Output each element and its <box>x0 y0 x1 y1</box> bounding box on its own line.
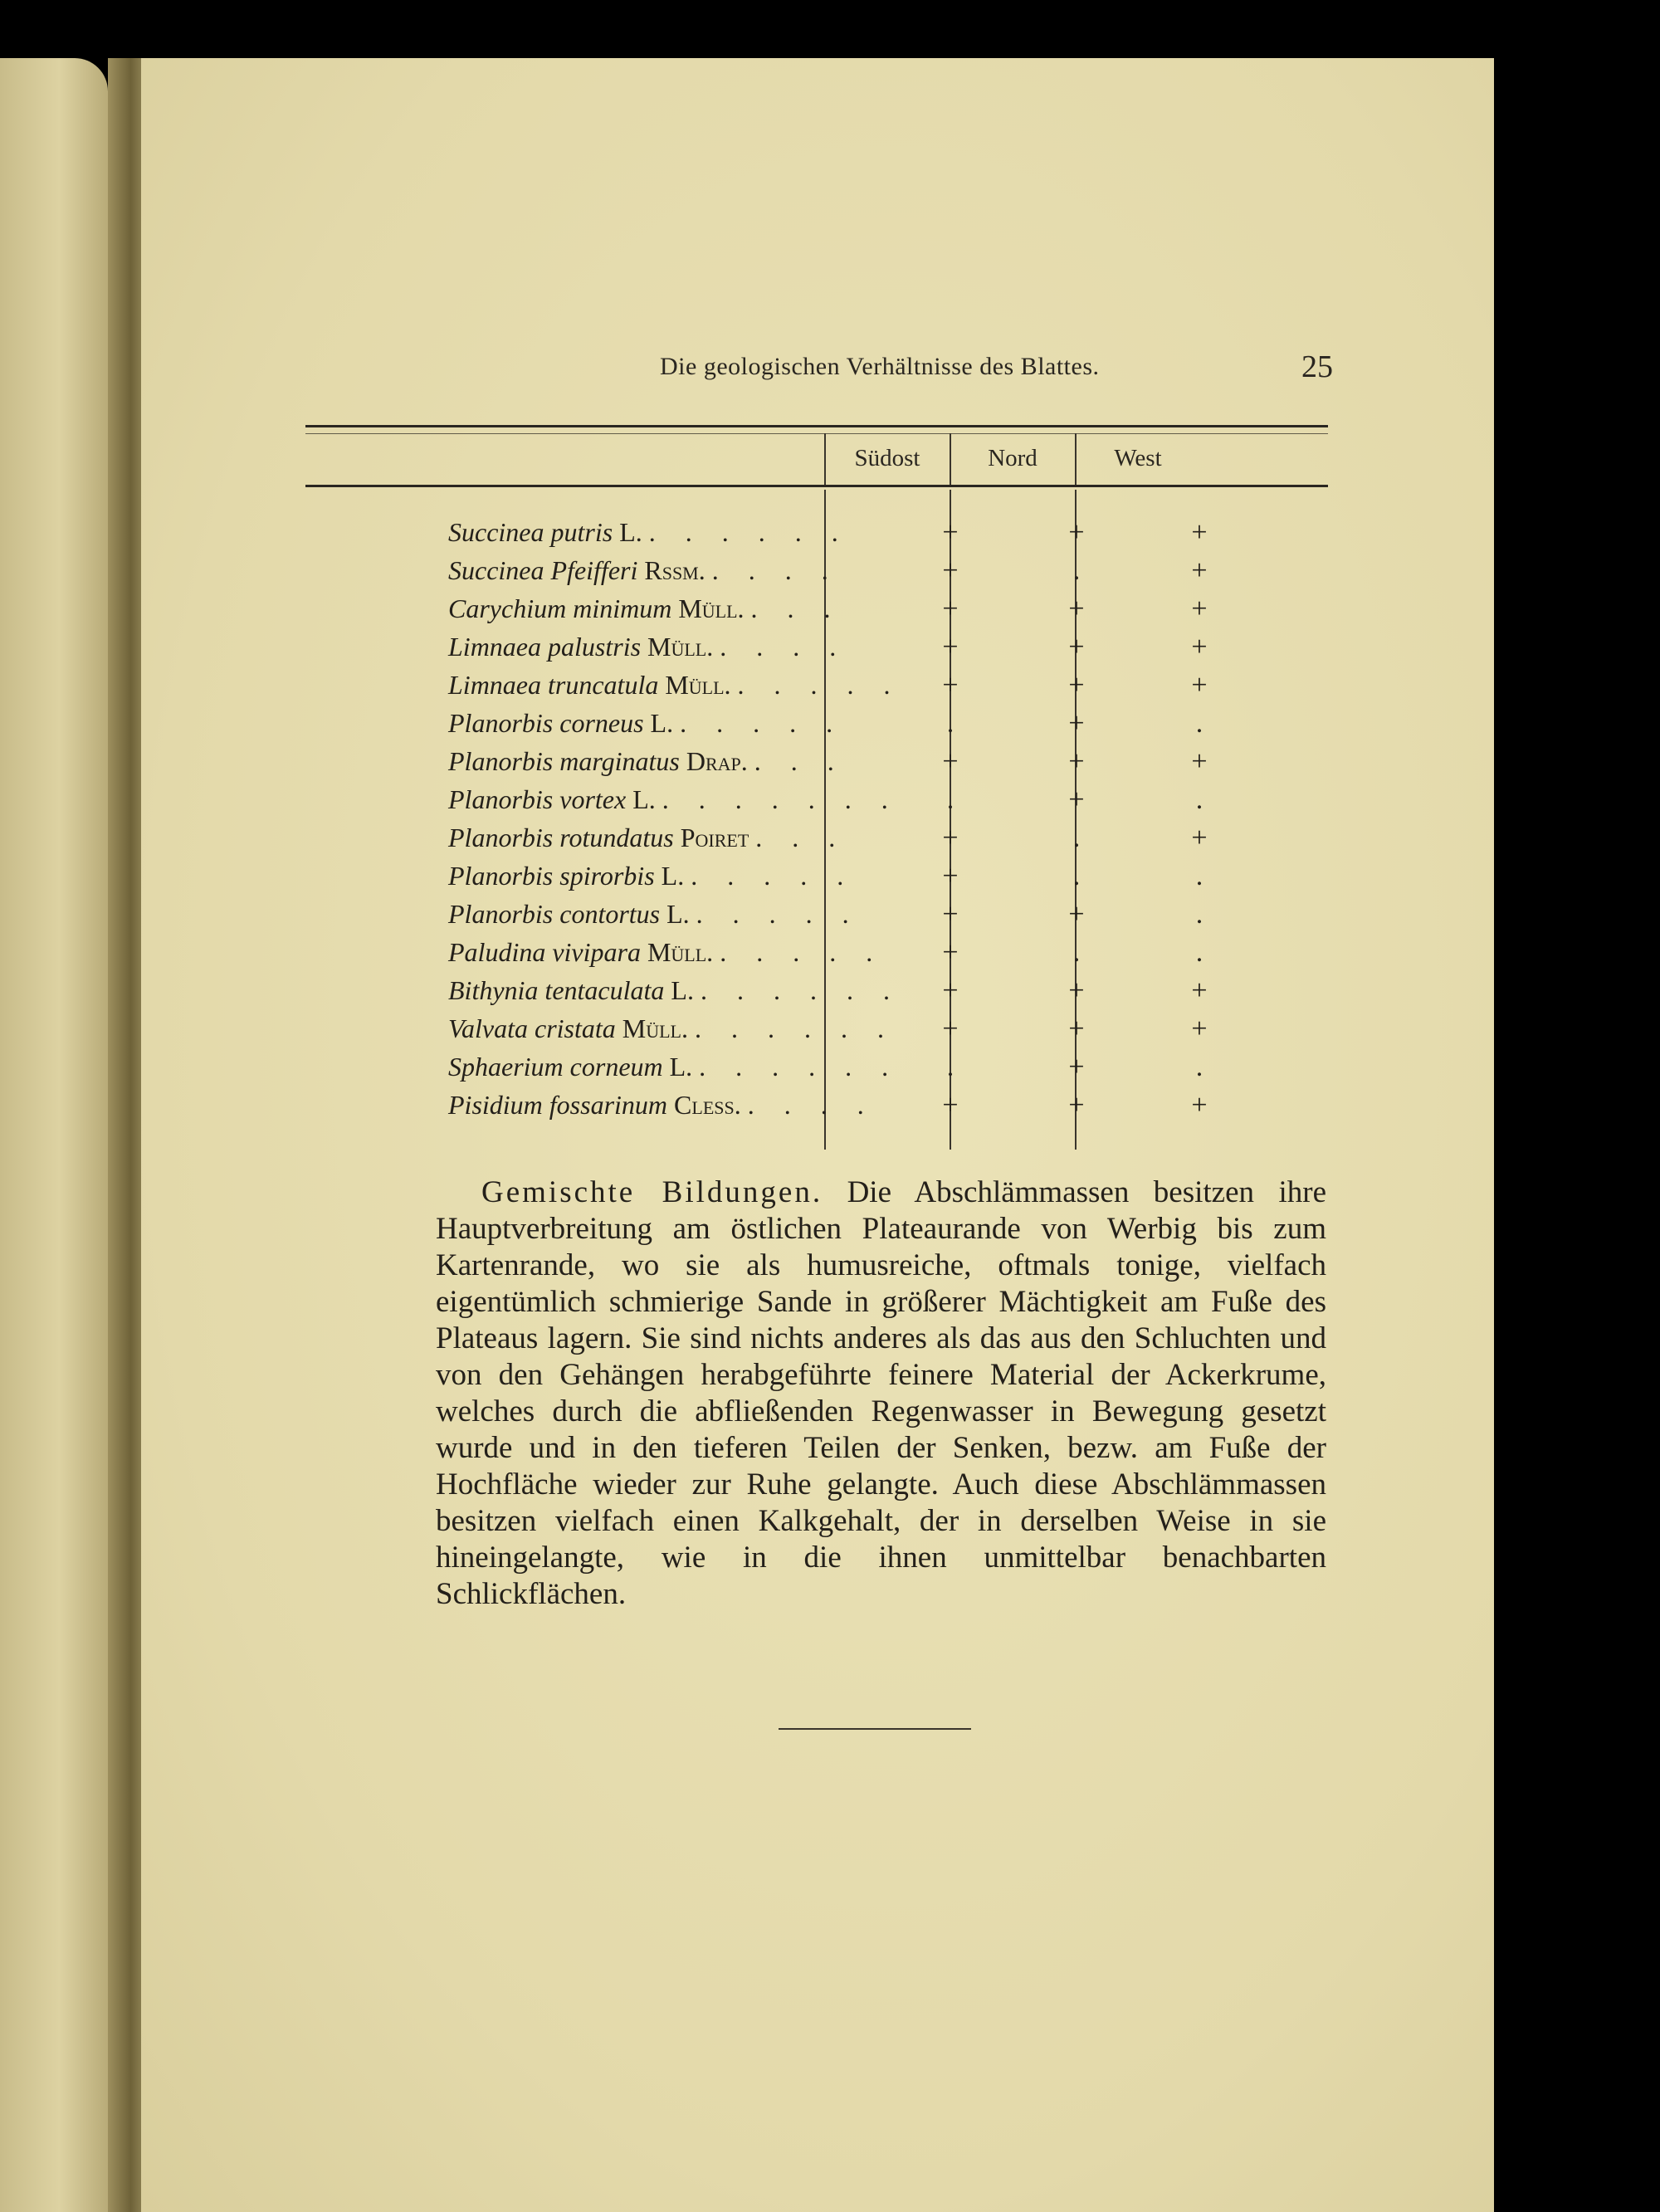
row-name: Succinea putris L. . . . . . . <box>448 517 850 547</box>
table-row <box>141 937 1494 975</box>
mark-west: + <box>1191 975 1208 1006</box>
left-page-edge <box>0 58 108 2212</box>
mark-suedost: . <box>946 784 954 815</box>
table-row <box>141 1052 1494 1090</box>
mark-suedost: + <box>942 937 959 968</box>
end-rule <box>779 1728 971 1730</box>
mark-west: . <box>1195 937 1204 968</box>
table-top-rule-thick <box>305 425 1328 427</box>
mark-nord: . <box>1072 861 1081 891</box>
mark-nord: + <box>1068 708 1085 739</box>
mark-west: + <box>1191 823 1208 853</box>
table-row <box>141 746 1494 784</box>
row-name: Planorbis spirorbis L. . . . . . <box>448 861 856 891</box>
mark-suedost: + <box>942 975 959 1006</box>
row-name: Planorbis marginatus Drap. . . . <box>448 746 846 776</box>
mark-nord: + <box>1068 1013 1085 1044</box>
row-name: Planorbis rotundatus Poiret . . . <box>448 823 847 852</box>
table-row <box>141 670 1494 708</box>
mark-nord: + <box>1068 517 1085 548</box>
table-row <box>141 517 1494 555</box>
mark-nord: + <box>1068 784 1085 815</box>
mark-suedost: + <box>942 517 959 548</box>
mark-suedost: + <box>942 670 959 701</box>
mark-suedost: . <box>946 1052 954 1082</box>
mark-nord: + <box>1068 1090 1085 1121</box>
mark-west: + <box>1191 555 1208 586</box>
mark-nord: + <box>1068 1052 1085 1082</box>
mark-suedost: + <box>942 632 959 662</box>
row-name: Planorbis contortus L. . . . . . <box>448 899 861 929</box>
mark-suedost: . <box>946 708 954 739</box>
row-name: Succinea Pfeifferi Rssm. . . . . <box>448 555 840 585</box>
row-name: Limnaea palustris Müll. . . . . <box>448 632 848 662</box>
page-number: 25 <box>1301 349 1333 384</box>
table-row <box>141 975 1494 1013</box>
row-name: Valvata cristata Müll. . . . . . . <box>448 1013 896 1043</box>
row-name: Bithynia tentaculata L. . . . . . . <box>448 975 901 1005</box>
row-name: Pisidium fossarinum Cless. . . . . <box>448 1090 876 1120</box>
mark-west: . <box>1195 708 1204 739</box>
table-row <box>141 784 1494 823</box>
row-name: Planorbis corneus L. . . . . . <box>448 708 845 738</box>
mark-west: + <box>1191 517 1208 548</box>
mark-west: + <box>1191 1013 1208 1044</box>
column-header-west: West <box>1114 445 1162 471</box>
mark-nord: + <box>1068 746 1085 777</box>
mark-west: + <box>1191 593 1208 624</box>
table-row <box>141 1013 1494 1052</box>
mark-west: . <box>1195 899 1204 930</box>
body-paragraph <box>436 1174 1326 1613</box>
mark-west: + <box>1191 632 1208 662</box>
row-name: Sphaerium corneum L. . . . . . . <box>448 1052 901 1082</box>
mark-west: . <box>1195 784 1204 815</box>
row-name: Limnaea truncatula Müll. . . . . . <box>448 670 902 700</box>
row-name: Planorbis vortex L. . . . . . . . <box>448 784 900 814</box>
table-row <box>141 899 1494 937</box>
mark-suedost: + <box>942 899 959 930</box>
table-row <box>141 632 1494 670</box>
mark-nord: + <box>1068 593 1085 624</box>
mark-west: + <box>1191 670 1208 701</box>
table-row <box>141 861 1494 899</box>
mark-nord: . <box>1072 555 1081 586</box>
mark-west: + <box>1191 746 1208 777</box>
mark-west: . <box>1195 1052 1204 1082</box>
paragraph-heading: Gemischte Bildungen. <box>481 1175 823 1209</box>
mark-suedost: + <box>942 823 959 853</box>
mark-suedost: + <box>942 555 959 586</box>
mark-suedost: + <box>942 1013 959 1044</box>
table-row <box>141 708 1494 746</box>
mark-nord: + <box>1068 632 1085 662</box>
mark-west: + <box>1191 1090 1208 1121</box>
mark-nord: + <box>1068 670 1085 701</box>
table-row <box>141 823 1494 861</box>
mark-west: . <box>1195 861 1204 891</box>
table-top-rule-thin <box>305 433 1328 434</box>
mark-suedost: + <box>942 1090 959 1121</box>
table-row <box>141 1090 1494 1128</box>
mark-nord: . <box>1072 937 1081 968</box>
column-header-suedost: Südost <box>854 445 920 471</box>
book-page <box>141 58 1494 2212</box>
paragraph-text: Die Abschlämmassen besitzen ihre Hauptverbreitung am östlichen Plateaurande von Werbig bis zum Kartenrande, wo sie als humusreiche, oftmals tonige, vielfach eigentümlich schmierige Sande in größerer Mächtigkeit am Fuße des Plateaus lagern. Sie sind nichts anderes als das aus den Schluchten und von den Gehängen herabgeführte feinere Material der Ackerkrume, welches durch die abfließenden Regenwasser in Bewegung gesetzt wurde und in den tieferen Teilen der Senken, bezw. am Fuße der Hochfläche wieder zur Ruhe gelangte. Auch diese Abschlämmassen besitzen vielfach einen Kalkgehalt, der in derselben Weise in sie hineingelangte, wie in die ihnen unmittelbar benachbarten Schlickflächen. <box>436 1175 1327 1611</box>
table-row <box>141 555 1494 593</box>
row-name: Carychium minimum Müll. . . . <box>448 593 842 623</box>
table-row <box>141 593 1494 632</box>
mark-nord: + <box>1068 899 1085 930</box>
column-header-nord: Nord <box>988 445 1038 471</box>
mark-suedost: + <box>942 593 959 624</box>
row-name: Paludina vivipara Müll. . . . . . <box>448 937 885 967</box>
running-title: Die geologischen Verhältnisse des Blattes. <box>660 353 1100 380</box>
table-header-rule <box>305 485 1328 487</box>
mark-nord: . <box>1072 823 1081 853</box>
mark-nord: + <box>1068 975 1085 1006</box>
mark-suedost: + <box>942 861 959 891</box>
mark-suedost: + <box>942 746 959 777</box>
